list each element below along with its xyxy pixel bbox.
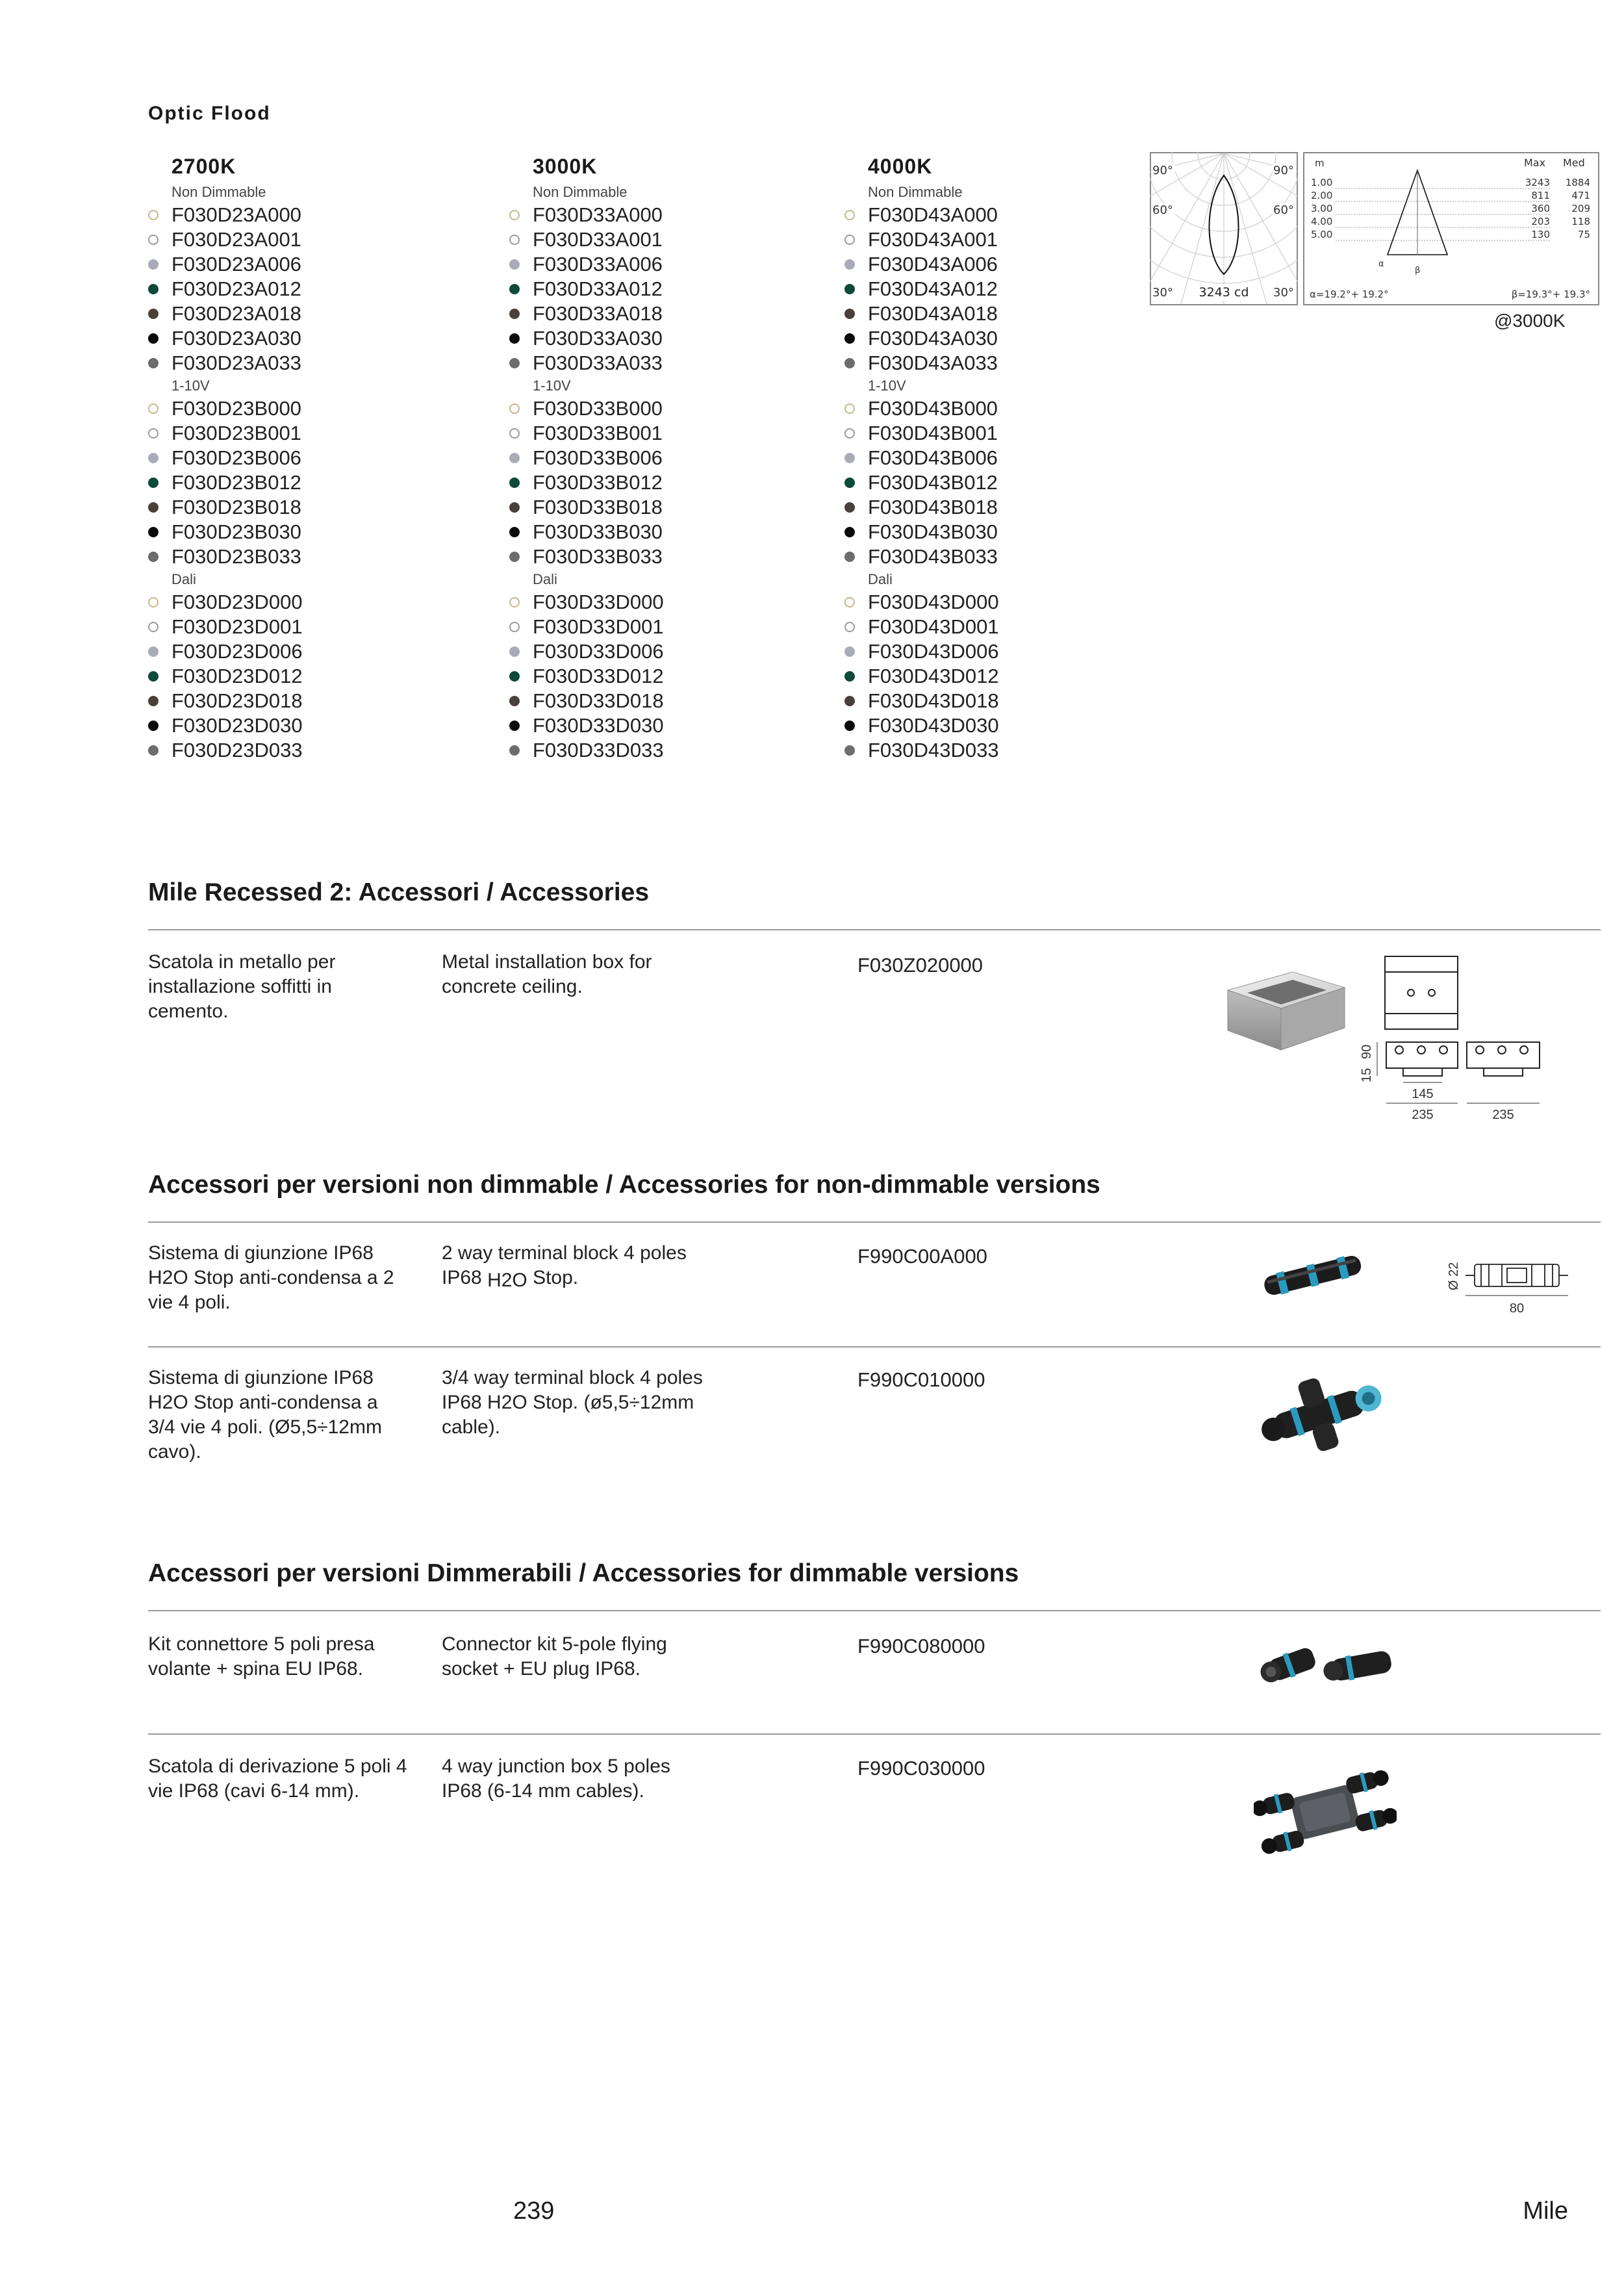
product-code-row — [844, 203, 1182, 227]
product-code: F030D23B012 — [171, 471, 301, 494]
product-code-row — [509, 713, 847, 738]
finish-color-dot — [148, 358, 159, 368]
finish-color-dot — [509, 527, 520, 537]
product-code: F990C010000 — [857, 1368, 985, 1391]
product-code: F030D33D018 — [533, 689, 664, 712]
product-code: F030D43B006 — [868, 446, 998, 469]
description-en: 3/4 way terminal block 4 poles IP68 H2O Stop. (ø5,5÷12mm cable). — [442, 1367, 703, 1438]
product-code-row — [509, 470, 847, 495]
cone-max-values: 811 — [1531, 190, 1550, 201]
product-code-row — [509, 227, 847, 252]
photometry-note: @3000K — [1494, 311, 1566, 331]
product-code-row — [148, 227, 486, 252]
product-code: F030D23A018 — [171, 302, 301, 325]
finish-color-dot — [148, 502, 159, 513]
product-code-row — [509, 664, 847, 689]
description-it: Scatola di derivazione 5 poli 4 vie IP68 (cavi 6-14 mm). — [148, 1756, 407, 1802]
product-code-row — [844, 664, 1182, 689]
product-code: F030D43B012 — [868, 471, 998, 494]
polar-angle-label: 90° — [1152, 164, 1173, 177]
cone-med-values: 1884 — [1565, 177, 1590, 188]
product-code-row — [844, 713, 1182, 738]
product-code: F030D43D000 — [868, 591, 999, 613]
product-code-row — [148, 544, 486, 569]
finish-color-dot — [844, 502, 855, 513]
finish-color-dot — [844, 284, 855, 294]
product-code-row — [844, 351, 1182, 376]
product-code: F030D23B000 — [171, 397, 301, 420]
product-code: F030D23A000 — [171, 203, 301, 226]
svg-text:Med: Med — [1563, 157, 1585, 169]
finish-color-dot — [509, 552, 520, 562]
product-code: F030D33A018 — [533, 302, 663, 325]
description-en: 4 way junction box 5 poles IP68 (6-14 mm cables). — [442, 1756, 670, 1802]
product-code-row — [844, 590, 1182, 615]
product-code-row — [148, 590, 486, 615]
finish-color-dot — [148, 333, 159, 344]
description-en: 2 way terminal block 4 poles IP68 H2O Stop. — [442, 1242, 687, 1291]
finish-color-dot — [844, 622, 855, 632]
product-code: F030D33A030 — [533, 327, 663, 350]
product-code-row — [509, 326, 847, 351]
junction-box-photo — [1254, 1761, 1397, 1865]
product-code: F030D23D006 — [171, 640, 303, 663]
polar-center-value: 3243 cd — [1199, 285, 1249, 300]
finish-color-dot — [148, 235, 159, 245]
product-code-row — [509, 421, 847, 446]
finish-color-dot — [844, 453, 855, 463]
finish-color-dot — [509, 622, 520, 632]
product-code: F030D43D001 — [868, 615, 999, 638]
finish-color-dot — [844, 333, 855, 344]
product-code-row — [844, 301, 1182, 326]
dimension-label: 145 — [1412, 1087, 1434, 1101]
product-code-row — [148, 689, 486, 713]
section-title-non-dimmable-accessories: Accessori per versioni non dimmable / Accessories for non-dimmable versions — [148, 1171, 1100, 1199]
alpha-angle: α=19.2°+ 19.2° — [1310, 288, 1389, 300]
product-code-row — [148, 520, 486, 544]
product-code: F030D23B018 — [171, 496, 301, 518]
finish-color-dot — [148, 403, 159, 414]
product-code-row — [509, 689, 847, 713]
product-code-row — [148, 495, 486, 520]
cone-max-values: 3243 — [1525, 177, 1550, 188]
finish-color-dot — [148, 552, 159, 562]
finish-color-dot — [509, 646, 520, 657]
polar-angle-label: 60° — [1273, 203, 1294, 217]
polar-photometric-diagram — [1150, 152, 1298, 305]
cone-distances: 2.00 — [1311, 190, 1333, 201]
finish-color-dot — [148, 309, 159, 319]
row-divider — [148, 1346, 1601, 1348]
product-code-row — [509, 446, 847, 470]
product-code-row — [509, 590, 847, 615]
product-code-row — [844, 639, 1182, 664]
product-code-row — [844, 421, 1182, 446]
finish-color-dot — [509, 210, 520, 220]
finish-color-dot — [509, 453, 520, 463]
finish-color-dot — [148, 745, 159, 756]
product-code-row — [148, 713, 486, 738]
dimension-label: 90 — [1360, 1044, 1374, 1059]
product-code-row — [148, 301, 486, 326]
product-code-row — [148, 738, 486, 763]
product-code: F990C00A000 — [857, 1245, 987, 1268]
color-temperature-heading: 4000K — [868, 155, 933, 178]
product-code-row — [509, 544, 847, 569]
product-code-row — [844, 326, 1182, 351]
product-code-row — [509, 495, 847, 520]
section-divider — [148, 1610, 1601, 1611]
finish-color-dot — [509, 235, 520, 245]
cone-med-values: 471 — [1571, 190, 1590, 201]
product-code: F030D43B001 — [868, 422, 998, 444]
description-it: Scatola in metallo per installazione soffitti in cemento. — [148, 951, 336, 1022]
description-it: Kit connettore 5 poli presa volante + spina EU IP68. — [148, 1633, 375, 1680]
product-code: F030D23D000 — [171, 591, 303, 613]
beta-angle: β=19.3°+ 19.3° — [1511, 288, 1590, 300]
product-code: F030Z020000 — [857, 954, 983, 977]
product-name: Mile — [1523, 2197, 1568, 2225]
svg-text:Max: Max — [1524, 157, 1546, 169]
product-code-row — [148, 446, 486, 470]
product-code: F030D33A000 — [533, 203, 663, 226]
product-code-row — [844, 470, 1182, 495]
driver-type-label: Dali — [171, 571, 196, 587]
product-code: F030D43B033 — [868, 545, 998, 568]
finish-color-dot — [844, 309, 855, 319]
product-code: F030D23A001 — [171, 228, 301, 251]
finish-color-dot — [509, 696, 520, 706]
polar-angle-label: 60° — [1152, 203, 1173, 217]
product-code-row — [509, 396, 847, 421]
product-code: F030D23B030 — [171, 520, 301, 543]
finish-color-dot — [509, 671, 520, 682]
product-code-row — [844, 277, 1182, 301]
product-code: F030D43D012 — [868, 665, 999, 687]
product-code: F030D33D033 — [533, 739, 664, 761]
description-en: Metal installation box for concrete ceiling. — [442, 951, 652, 997]
driver-type-label: Non Dimmable — [171, 184, 266, 200]
product-code-row — [509, 252, 847, 277]
product-code-row — [844, 689, 1182, 713]
description-en: Connector kit 5-pole flying socket + EU plug IP68. — [442, 1633, 667, 1680]
terminal-block-34way-photo — [1254, 1367, 1397, 1458]
product-code: F030D23A033 — [171, 351, 301, 374]
polar-angle-label: 30° — [1152, 286, 1173, 300]
product-code-row — [844, 227, 1182, 252]
cone-distances: 5.00 — [1311, 229, 1333, 240]
product-code: F030D33B001 — [533, 422, 663, 444]
finish-color-dot — [148, 478, 159, 488]
metal-box-photo — [1221, 968, 1351, 1059]
optic-column-2700k — [148, 151, 486, 763]
section-divider — [148, 1221, 1601, 1223]
product-code-row — [148, 639, 486, 664]
product-code-row — [844, 738, 1182, 763]
terminal-block-2way-drawing — [1442, 1254, 1598, 1319]
finish-color-dot — [148, 721, 159, 731]
finish-color-dot — [148, 284, 159, 294]
finish-color-dot — [844, 235, 855, 245]
driver-type-label: Non Dimmable — [868, 184, 963, 200]
finish-color-dot — [844, 358, 855, 368]
finish-color-dot — [148, 453, 159, 463]
product-code: F030D43A033 — [868, 351, 998, 374]
product-code-row — [844, 520, 1182, 544]
finish-color-dot — [148, 259, 159, 270]
finish-color-dot — [844, 478, 855, 488]
section-divider — [148, 929, 1601, 930]
metal-box-technical-drawing — [1351, 952, 1572, 1128]
cone-med-values: 118 — [1571, 216, 1590, 227]
connector-kit-photo — [1260, 1631, 1397, 1696]
product-code-row — [844, 252, 1182, 277]
cone-distances: 4.00 — [1311, 216, 1333, 227]
finish-color-dot — [509, 428, 520, 439]
cone-med-values: 209 — [1571, 203, 1590, 214]
finish-color-dot — [509, 597, 520, 607]
product-code-row — [148, 252, 486, 277]
finish-color-dot — [509, 721, 520, 731]
finish-color-dot — [844, 428, 855, 439]
finish-color-dot — [509, 309, 520, 319]
finish-color-dot — [148, 646, 159, 657]
cone-illuminance-diagram — [1303, 152, 1599, 305]
product-code-row — [844, 615, 1182, 639]
product-code: F030D43B000 — [868, 397, 998, 420]
finish-color-dot — [509, 358, 520, 368]
finish-color-dot — [844, 745, 855, 756]
product-code-row — [509, 639, 847, 664]
product-code: F030D23B006 — [171, 446, 301, 469]
polar-angle-label: 90° — [1273, 164, 1294, 177]
driver-type-label: Dali — [533, 571, 557, 587]
finish-color-dot — [148, 696, 159, 706]
finish-color-dot — [509, 333, 520, 344]
product-code: F030D33A012 — [533, 277, 663, 300]
product-code-row — [509, 520, 847, 544]
section-title-dimmable-accessories: Accessori per versioni Dimmerabili / Accessories for dimmable versions — [148, 1559, 1019, 1587]
product-code: F030D33B030 — [533, 520, 663, 543]
product-code: F030D43D030 — [868, 714, 999, 737]
finish-color-dot — [148, 527, 159, 537]
section-title-recessed-accessories: Mile Recessed 2: Accessori / Accessories — [148, 878, 650, 906]
finish-color-dot — [148, 210, 159, 220]
product-code: F030D23D018 — [171, 689, 303, 712]
product-code-row — [148, 203, 486, 227]
product-code: F030D23D030 — [171, 714, 303, 737]
product-code: F030D33B033 — [533, 545, 663, 568]
product-code-row — [148, 421, 486, 446]
svg-text:m: m — [1315, 157, 1325, 169]
finish-color-dot — [844, 259, 855, 270]
product-code-row — [844, 396, 1182, 421]
finish-color-dot — [509, 478, 520, 488]
product-code: F030D33D030 — [533, 714, 664, 737]
cone-med-values: 75 — [1577, 229, 1590, 240]
product-code: F030D43A001 — [868, 228, 998, 251]
finish-color-dot — [148, 428, 159, 439]
finish-color-dot — [509, 259, 520, 270]
product-code: F030D33A001 — [533, 228, 663, 251]
product-code: F030D33B000 — [533, 397, 663, 420]
product-code: F030D43D006 — [868, 640, 999, 663]
description-it: Sistema di giunzione IP68 H2O Stop anti-condensa a 2 vie 4 poli. — [148, 1242, 394, 1313]
product-code-row — [148, 351, 486, 376]
product-code-row — [509, 351, 847, 376]
finish-color-dot — [844, 671, 855, 682]
product-code: F030D43A000 — [868, 203, 998, 226]
cone-distances: 3.00 — [1311, 203, 1333, 214]
dimension-label: Ø 22 — [1447, 1262, 1461, 1290]
product-code-row — [148, 615, 486, 639]
product-code-row — [844, 495, 1182, 520]
dimension-label: 235 — [1492, 1108, 1514, 1122]
product-code: F030D43A018 — [868, 302, 998, 325]
product-code: F030D43B018 — [868, 496, 998, 518]
finish-color-dot — [844, 696, 855, 706]
finish-color-dot — [844, 403, 855, 414]
product-code-row — [148, 664, 486, 689]
product-code-row — [509, 615, 847, 639]
cone-distances: 1.00 — [1311, 177, 1333, 188]
optic-column-4000k — [844, 151, 1182, 763]
driver-type-label: 1-10V — [171, 377, 210, 394]
cone-max-values: 203 — [1531, 216, 1550, 227]
row-divider — [148, 1733, 1601, 1735]
product-code-row — [148, 396, 486, 421]
product-code-row — [509, 277, 847, 301]
finish-color-dot — [844, 552, 855, 562]
svg-text:α: α — [1378, 259, 1384, 269]
description-it: Sistema di giunzione IP68 H2O Stop anti-condensa a 3/4 vie 4 poli. (Ø5,5÷12mm cavo). — [148, 1367, 382, 1463]
product-code: F030D43B030 — [868, 520, 998, 543]
product-code: F030D43D033 — [868, 739, 999, 761]
finish-color-dot — [509, 502, 520, 513]
dimension-label: 235 — [1412, 1108, 1434, 1122]
product-code: F030D43A030 — [868, 327, 998, 350]
product-code: F030D23B001 — [171, 422, 301, 444]
product-code: F030D33B006 — [533, 446, 663, 469]
finish-color-dot — [148, 597, 159, 607]
product-code: F030D23B033 — [171, 545, 301, 568]
color-temperature-heading: 3000K — [533, 155, 598, 178]
finish-color-dot — [509, 284, 520, 294]
finish-color-dot — [844, 210, 855, 220]
terminal-block-2way-photo — [1254, 1241, 1371, 1306]
product-code: F030D43D018 — [868, 689, 999, 712]
product-code: F030D23D033 — [171, 739, 303, 761]
cone-max-values: 360 — [1531, 203, 1550, 214]
cone-max-values: 130 — [1531, 229, 1550, 240]
product-code: F030D23A006 — [171, 253, 301, 275]
product-code: F030D33A006 — [533, 253, 663, 275]
product-code: F030D33D000 — [533, 591, 664, 613]
driver-type-label: 1-10V — [868, 377, 906, 394]
product-code: F030D33D001 — [533, 615, 664, 638]
svg-text:β: β — [1415, 266, 1421, 275]
product-code: F030D23D001 — [171, 615, 303, 638]
product-code: F030D43A012 — [868, 277, 998, 300]
finish-color-dot — [509, 403, 520, 414]
finish-color-dot — [844, 721, 855, 731]
driver-type-label: Non Dimmable — [533, 184, 628, 200]
driver-type-label: Dali — [868, 571, 893, 587]
driver-type-label: 1-10V — [533, 377, 571, 394]
finish-color-dot — [148, 671, 159, 682]
product-code-row — [148, 277, 486, 301]
product-code: F030D23D012 — [171, 665, 303, 687]
product-code: F030D33D012 — [533, 665, 664, 687]
product-code-row — [509, 301, 847, 326]
product-code: F030D33B018 — [533, 496, 663, 518]
dimension-label: 80 — [1509, 1301, 1525, 1316]
product-code-row — [509, 738, 847, 763]
product-code-row — [148, 326, 486, 351]
product-code: F030D43A006 — [868, 253, 998, 275]
page-number: 239 — [513, 2197, 555, 2225]
optic-column-3000k — [509, 151, 847, 763]
finish-color-dot — [844, 527, 855, 537]
product-code-row — [509, 203, 847, 227]
finish-color-dot — [509, 745, 520, 756]
optic-title: Optic Flood — [148, 103, 271, 124]
product-code: F030D23A012 — [171, 277, 301, 300]
product-code: F030D33D006 — [533, 640, 664, 663]
product-code: F030D33B012 — [533, 471, 663, 494]
product-code: F030D33A033 — [533, 351, 663, 374]
finish-color-dot — [844, 646, 855, 657]
product-code: F990C030000 — [857, 1757, 985, 1780]
product-code-row — [844, 446, 1182, 470]
dimension-label: 15 — [1360, 1067, 1374, 1082]
color-temperature-heading: 2700K — [171, 155, 236, 178]
product-code-row — [148, 470, 486, 495]
product-code: F990C080000 — [857, 1635, 985, 1657]
product-code: F030D23A030 — [171, 327, 301, 350]
product-code-row — [844, 544, 1182, 569]
polar-angle-label: 30° — [1273, 286, 1294, 300]
finish-color-dot — [148, 622, 159, 632]
finish-color-dot — [844, 597, 855, 607]
